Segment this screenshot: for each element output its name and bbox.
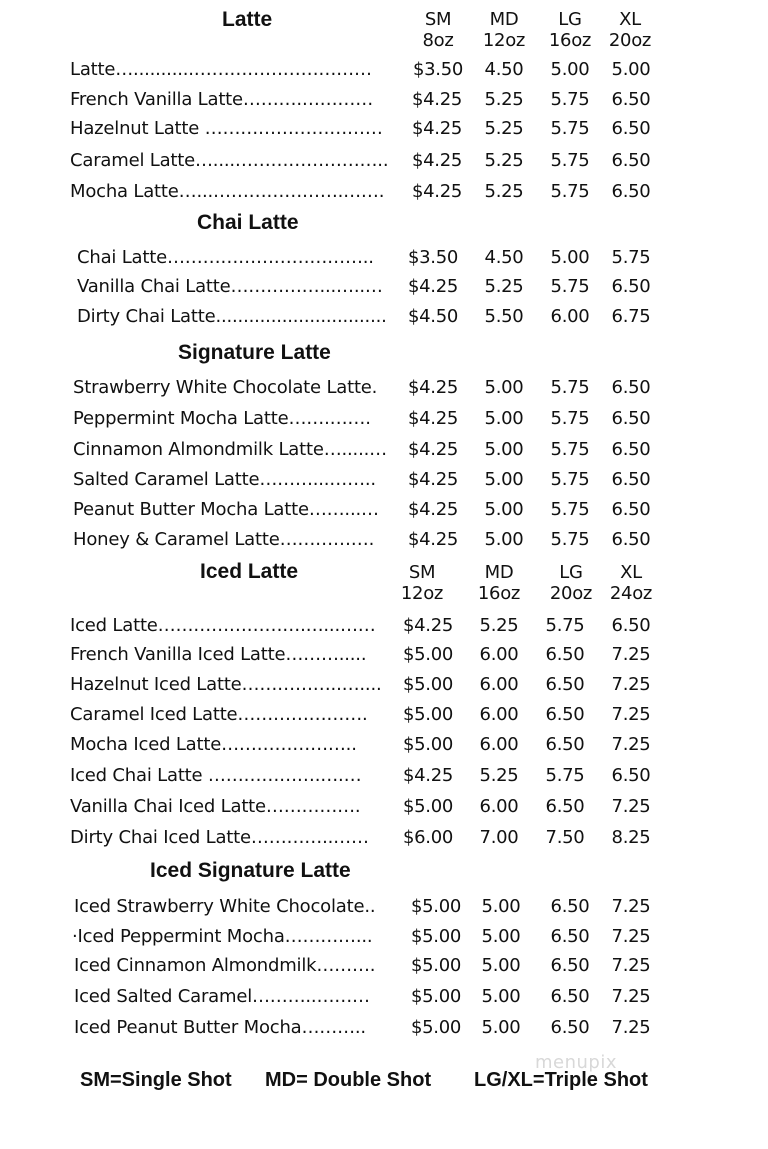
price-lg: 5.75	[550, 377, 590, 398]
price-md: 5.00	[484, 408, 524, 429]
column-header-sm: SM 8oz	[422, 9, 454, 51]
price-lg: 6.50	[545, 796, 585, 817]
menu-item-row	[0, 115, 768, 143]
price-md: 7.00	[479, 827, 519, 848]
price-xl: 6.50	[611, 408, 651, 429]
price-sm: $4.25	[402, 765, 454, 786]
section-title-signature-latte: Signature Latte	[178, 341, 331, 364]
price-sm: $4.25	[407, 529, 459, 550]
price-md: 5.00	[481, 896, 521, 917]
price-xl: 6.50	[611, 377, 651, 398]
price-md: 6.00	[479, 796, 519, 817]
menu-item-row	[0, 496, 768, 524]
section-title-chai-latte: Chai Latte	[197, 211, 299, 234]
item-name: Cinnamon Almondmilk Latte….....…	[73, 439, 387, 460]
price-lg: 6.50	[545, 674, 585, 695]
price-lg: 5.75	[550, 150, 590, 171]
item-name: Iced Salted Caramel………..………	[74, 986, 370, 1007]
item-name: Peanut Butter Mocha Latte……...…	[73, 499, 379, 520]
price-lg: 5.75	[550, 408, 590, 429]
item-name: Dirty Chai Iced Latte…………..……	[70, 827, 369, 848]
menu-item-row	[0, 147, 768, 175]
item-name: French Vanilla Latte……….…………	[70, 89, 374, 110]
item-name: Iced Latte…………………….…...……	[70, 615, 376, 636]
price-sm: $6.00	[402, 827, 454, 848]
item-name: Mocha Iced Latte…………………..	[70, 734, 357, 755]
column-header-xl: XL 20oz	[608, 9, 652, 51]
price-md: 5.00	[484, 377, 524, 398]
column-header-md: MD 12oz	[482, 9, 526, 51]
price-sm: $5.00	[410, 926, 462, 947]
price-xl: 7.25	[611, 926, 651, 947]
price-md: 5.25	[484, 181, 524, 202]
price-lg: 5.75	[550, 276, 590, 297]
menu-item-row	[0, 303, 768, 331]
price-sm: $3.50	[407, 247, 459, 268]
legend-md: MD= Double Shot	[265, 1069, 432, 1091]
price-sm: $4.50	[407, 306, 459, 327]
price-lg: 6.00	[550, 306, 590, 327]
price-lg: 5.75	[550, 89, 590, 110]
price-xl: 6.50	[611, 181, 651, 202]
column-header-lg: LG 16oz	[548, 9, 592, 51]
item-name: Caramel Latte…....……………………..	[70, 150, 389, 171]
price-md: 5.00	[484, 529, 524, 550]
item-name: Iced Chai Latte ……………….….…	[70, 765, 362, 786]
price-lg: 5.75	[550, 529, 590, 550]
menu-item-row	[0, 86, 768, 114]
price-lg: 6.50	[550, 896, 590, 917]
menu-item-row	[0, 923, 768, 951]
price-md: 4.50	[484, 59, 524, 80]
price-md: 6.00	[479, 704, 519, 725]
menu-item-row	[0, 273, 768, 301]
price-lg: 6.50	[545, 704, 585, 725]
menu-item-row	[0, 1014, 768, 1042]
price-xl: 6.75	[611, 306, 651, 327]
price-lg: 5.00	[550, 247, 590, 268]
price-sm: $5.00	[402, 644, 454, 665]
price-sm: $4.25	[407, 408, 459, 429]
price-xl: 5.75	[611, 247, 651, 268]
price-sm: $4.25	[407, 276, 459, 297]
menu-item-row	[0, 731, 768, 759]
price-xl: 7.25	[611, 896, 651, 917]
menu-item-row	[0, 526, 768, 554]
price-xl: 7.25	[611, 704, 651, 725]
item-name: Strawberry White Chocolate Latte.	[73, 377, 378, 398]
price-sm: $4.25	[407, 377, 459, 398]
section-title-iced-signature-latte: Iced Signature Latte	[150, 859, 351, 882]
legend-lg-xl: LG/XL=Triple Shot	[474, 1069, 648, 1091]
menu-item-row	[0, 612, 768, 640]
price-md: 5.25	[484, 276, 524, 297]
price-md: 5.50	[484, 306, 524, 327]
price-xl: 7.25	[611, 1017, 651, 1038]
price-xl: 6.50	[611, 150, 651, 171]
menu-item-row	[0, 466, 768, 494]
price-md: 5.25	[484, 89, 524, 110]
price-md: 6.00	[479, 644, 519, 665]
menu-item-row	[0, 671, 768, 699]
menu-item-row	[0, 405, 768, 433]
price-sm: $5.00	[410, 955, 462, 976]
menu-item-row	[0, 374, 768, 402]
price-xl: 6.50	[611, 615, 651, 636]
item-name: Chai Latte……………………………..	[77, 247, 374, 268]
item-name: Peppermint Mocha Latte…….…….	[73, 408, 371, 429]
item-name: Hazelnut Latte …………………………	[70, 118, 383, 139]
price-sm: $3.50	[412, 59, 464, 80]
price-xl: 6.50	[611, 439, 651, 460]
menu-item-row	[0, 436, 768, 464]
price-lg: 5.75	[545, 615, 585, 636]
item-name: Mocha Latte…...………………….…….	[70, 181, 385, 202]
price-sm: $4.25	[411, 89, 463, 110]
item-name: Vanilla Chai Latte……………...…..…	[77, 276, 383, 297]
price-sm: $4.25	[407, 469, 459, 490]
menu-item-row	[0, 793, 768, 821]
menu-item-row	[0, 244, 768, 272]
item-name: Iced Strawberry White Chocolate..	[74, 896, 376, 917]
price-lg: 5.75	[550, 181, 590, 202]
price-md: 5.00	[484, 439, 524, 460]
price-xl: 7.25	[611, 644, 651, 665]
item-name: Hazelnut Iced Latte……………..…....	[70, 674, 382, 695]
price-xl: 6.50	[611, 276, 651, 297]
price-sm: $4.25	[411, 150, 463, 171]
price-sm: $4.25	[407, 499, 459, 520]
price-xl: 6.50	[611, 765, 651, 786]
price-lg: 5.75	[550, 499, 590, 520]
price-lg: 6.50	[550, 986, 590, 1007]
price-lg: 6.50	[550, 1017, 590, 1038]
price-md: 5.25	[479, 615, 519, 636]
menu-item-row	[0, 893, 768, 921]
price-lg: 5.75	[550, 469, 590, 490]
menu-item-row	[0, 641, 768, 669]
price-md: 5.25	[484, 150, 524, 171]
menu-item-row	[0, 983, 768, 1011]
price-xl: 6.50	[611, 529, 651, 550]
item-name: French Vanilla Iced Latte……….....	[70, 644, 367, 665]
item-name: Honey & Caramel Latte…………….	[73, 529, 375, 550]
price-xl: 6.50	[611, 469, 651, 490]
price-xl: 6.50	[611, 118, 651, 139]
price-sm: $4.25	[402, 615, 454, 636]
price-lg: 7.50	[545, 827, 585, 848]
price-lg: 5.75	[545, 765, 585, 786]
price-md: 5.00	[481, 926, 521, 947]
price-lg: 6.50	[545, 734, 585, 755]
price-sm: $4.25	[407, 439, 459, 460]
price-md: 4.50	[484, 247, 524, 268]
price-md: 6.00	[479, 674, 519, 695]
section-title-iced-latte: Iced Latte	[200, 560, 299, 583]
price-sm: $5.00	[402, 704, 454, 725]
price-lg: 6.50	[550, 926, 590, 947]
price-sm: $4.25	[411, 118, 463, 139]
item-name: Caramel Iced Latte………………….	[70, 704, 368, 725]
price-sm: $5.00	[410, 986, 462, 1007]
shot-legend	[0, 1066, 768, 1094]
price-sm: $5.00	[402, 674, 454, 695]
price-lg: 5.00	[550, 59, 590, 80]
price-xl: 6.50	[611, 89, 651, 110]
price-sm: $5.00	[410, 1017, 462, 1038]
column-header-md: MD 16oz	[477, 562, 521, 604]
price-xl: 8.25	[611, 827, 651, 848]
price-sm: $5.00	[402, 734, 454, 755]
price-xl: 7.25	[611, 955, 651, 976]
item-name: Vanilla Chai Iced Latte…………….	[70, 796, 361, 817]
item-name: Iced Cinnamon Almondmilk……….	[74, 955, 376, 976]
price-xl: 6.50	[611, 499, 651, 520]
price-lg: 5.75	[550, 439, 590, 460]
price-sm: $5.00	[402, 796, 454, 817]
price-md: 5.00	[481, 986, 521, 1007]
price-xl: 5.00	[611, 59, 651, 80]
price-lg: 6.50	[545, 644, 585, 665]
menu-item-row	[0, 701, 768, 729]
price-sm: $5.00	[410, 896, 462, 917]
section-title-latte: Latte	[222, 8, 273, 31]
item-name: Iced Peanut Butter Mocha………..	[74, 1017, 366, 1038]
menu-item-row	[0, 824, 768, 852]
price-md: 5.00	[481, 955, 521, 976]
menu-item-row	[0, 762, 768, 790]
price-xl: 7.25	[611, 796, 651, 817]
item-name: Salted Caramel Latte………...……..	[73, 469, 376, 490]
price-xl: 7.25	[611, 674, 651, 695]
price-sm: $4.25	[411, 181, 463, 202]
price-lg: 5.75	[550, 118, 590, 139]
price-md: 5.25	[484, 118, 524, 139]
legend-sm: SM=Single Shot	[80, 1069, 232, 1091]
price-md: 6.00	[479, 734, 519, 755]
menu-item-row	[0, 56, 768, 84]
watermark-logo: menupix	[535, 1052, 618, 1073]
price-md: 5.25	[479, 765, 519, 786]
column-header-lg: LG 20oz	[549, 562, 593, 604]
price-xl: 7.25	[611, 734, 651, 755]
price-md: 5.00	[484, 469, 524, 490]
column-header-sm: SM 12oz	[400, 562, 444, 604]
price-md: 5.00	[481, 1017, 521, 1038]
item-name: Dirty Chai Latte...............................	[77, 306, 387, 327]
item-name: Latte…...........…………………………	[70, 59, 372, 80]
price-lg: 6.50	[550, 955, 590, 976]
column-header-xl: XL 24oz	[609, 562, 653, 604]
menu-item-row	[0, 952, 768, 980]
item-name: ·Iced Peppermint Mocha…………...	[72, 926, 373, 947]
price-xl: 7.25	[611, 986, 651, 1007]
price-md: 5.00	[484, 499, 524, 520]
menu-item-row	[0, 178, 768, 206]
